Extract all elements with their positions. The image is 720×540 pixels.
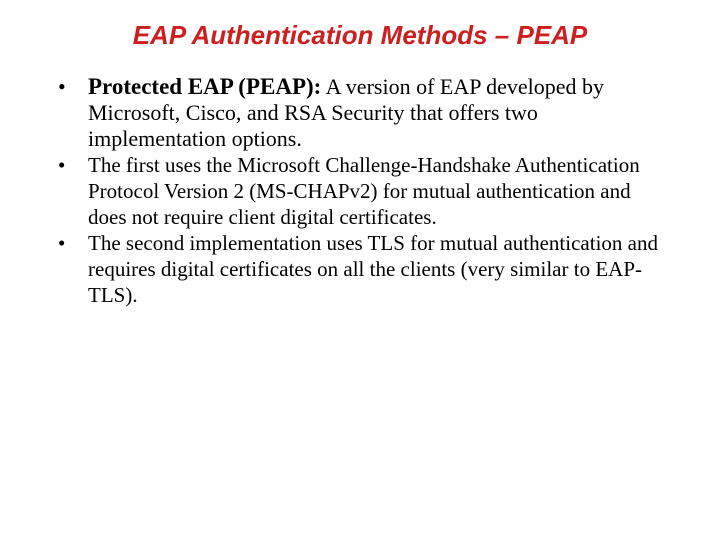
- bullet-icon: •: [58, 74, 66, 99]
- bullet-text: The first uses the Microsoft Challenge-Handshake Authentication Protocol Version 2 (MS-CHAPv2) for mutual authentication and does not require client digital certificates.: [88, 153, 640, 229]
- bullet-icon: •: [58, 231, 66, 255]
- slide-title: EAP Authentication Methods – PEAP: [132, 20, 588, 50]
- bullet-item-peap: [58, 74, 668, 152]
- bullet-item-first-option: [58, 152, 668, 230]
- bullet-list: [58, 74, 668, 308]
- bullet-text: A version of EAP developed by Microsoft, Cisco, and RSA Security that offers two implementation options.: [88, 74, 605, 151]
- bullet-item-second-option: [58, 230, 668, 308]
- bullet-lead-term: Protected EAP (PEAP):: [88, 74, 322, 99]
- bullet-icon: •: [58, 153, 66, 177]
- bullet-text: The second implementation uses TLS for mutual authentication and requires digital certificates on all the clients (very similar to EAP-TLS).: [88, 231, 658, 307]
